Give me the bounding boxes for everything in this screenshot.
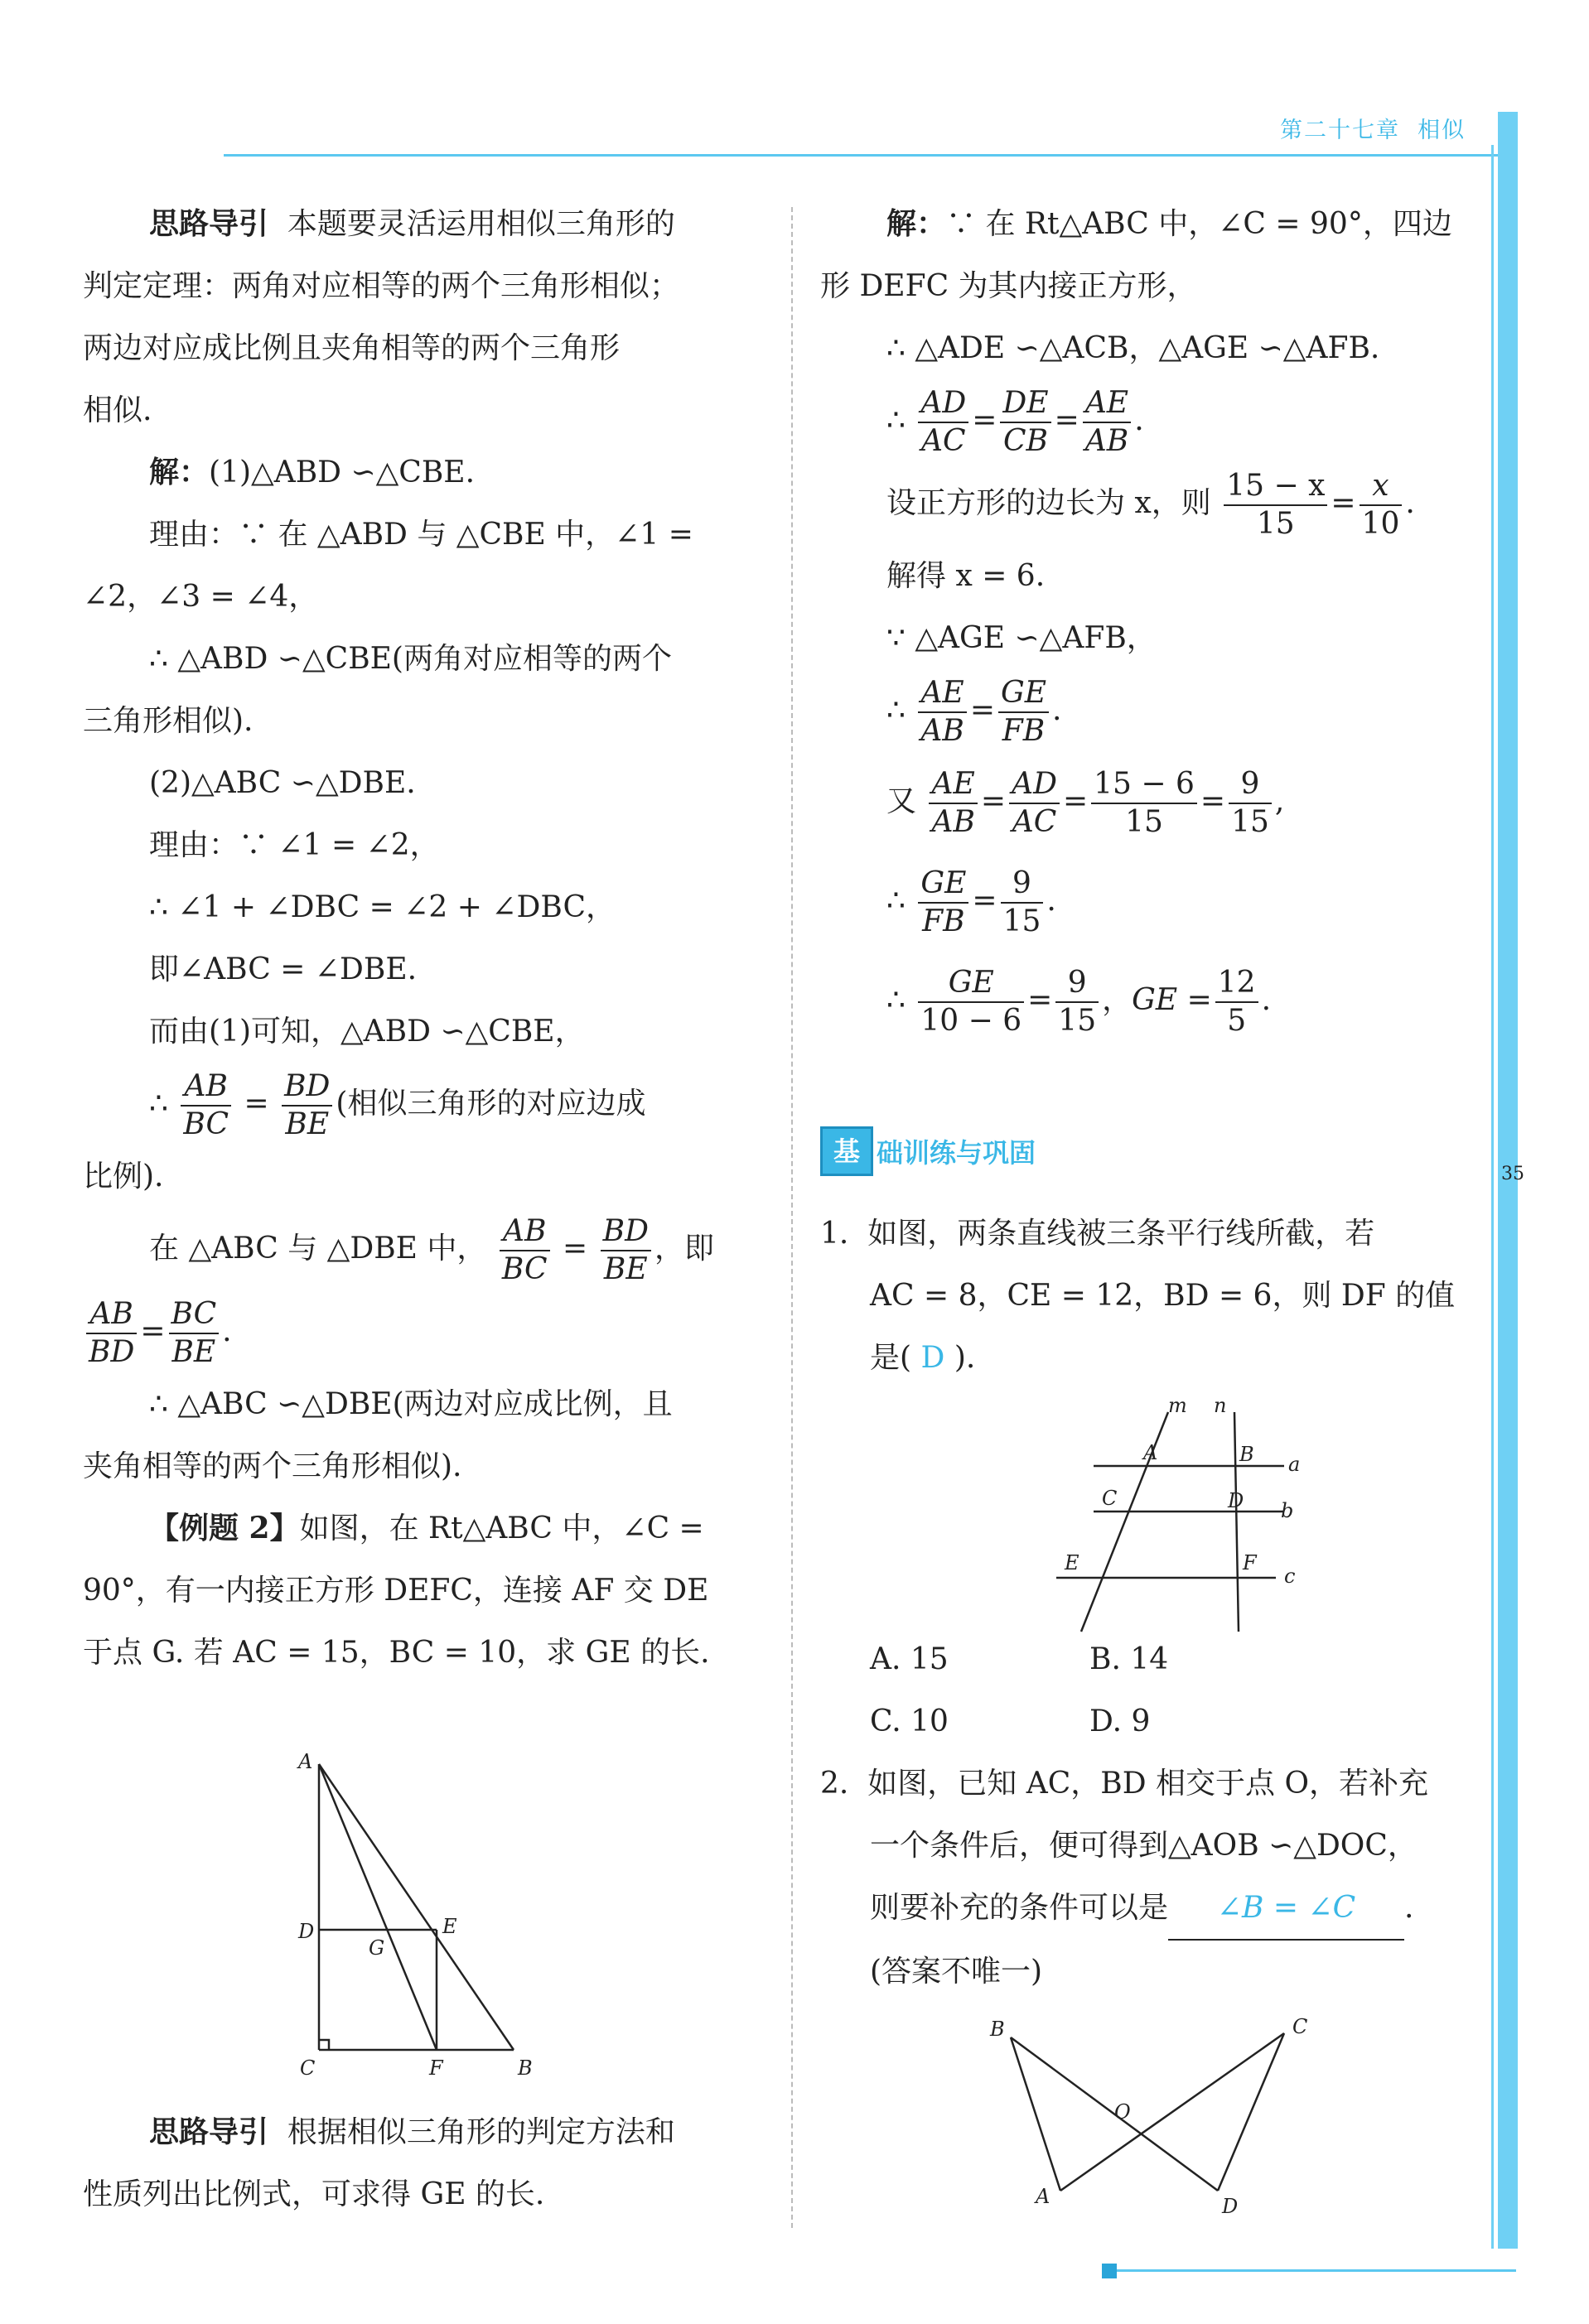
fraction	[1360, 468, 1403, 542]
solution-line: ∠2，∠3 = ∠4，	[83, 580, 319, 614]
numerator: 15 − 6	[1091, 766, 1197, 804]
chapter-label: 第二十七章	[1280, 118, 1400, 143]
solution-line: 形 DEFC 为其内接正方形，	[820, 269, 1197, 303]
answer-blank[interactable]: ∠B = ∠C	[1168, 1877, 1404, 1941]
example-line: 如图，在 Rt△ABC 中，∠C =	[299, 1512, 704, 1545]
fraction	[601, 1213, 651, 1288]
label-b-line: b	[1281, 1499, 1294, 1522]
fraction	[1091, 766, 1197, 841]
numerator: AE	[929, 766, 977, 804]
options-row	[870, 1690, 1450, 1753]
hint-2-line: 性质列出比例式，可求得 GE 的长.	[83, 2177, 545, 2211]
example-line: 90°，有一内接正方形 DEFC，连接 AF 交 DE	[83, 1574, 709, 1608]
hint-1-line: 相似.	[83, 393, 152, 427]
left-column	[83, 193, 754, 1684]
solution-line: (1)△ABD ∽△CBE.	[209, 456, 476, 489]
chapter-header	[1280, 112, 1466, 144]
denominator: 15	[1125, 805, 1163, 839]
label-c: C	[1292, 2015, 1308, 2038]
denominator: 10 − 6	[920, 1004, 1022, 1038]
solution-part-1	[83, 441, 754, 504]
section-title-group	[820, 1126, 1036, 1176]
footer-square	[1102, 2264, 1117, 2278]
label-a: A	[1036, 2185, 1050, 2208]
solution-line: 理由：∵ 在 △ABD 与 △CBE 中，∠1 =	[149, 518, 693, 552]
label-b: B	[518, 2056, 533, 2080]
denominator: BE	[603, 1252, 648, 1286]
fraction	[918, 865, 968, 940]
numerator: AB	[500, 1213, 550, 1251]
denominator: AC	[921, 424, 966, 458]
segment-ba	[1011, 2037, 1060, 2191]
label-m: m	[1168, 1394, 1187, 1417]
numerator: AE	[1083, 385, 1131, 423]
fraction	[1229, 766, 1272, 841]
numerator: 9	[1229, 766, 1272, 804]
numerator: 9	[1001, 865, 1044, 904]
example-label: 【例题 2】	[149, 1511, 300, 1545]
column-divider	[791, 207, 793, 2228]
proportion-line: $\frac{AB}{BD}$ = $\frac{BC}{BE}$ .	[83, 1290, 754, 1373]
section-title: 础训练与巩固	[877, 1137, 1036, 1169]
numerator: AB	[181, 1068, 231, 1107]
label-e: E	[442, 1915, 457, 1938]
solution-line: ∴ △ABC ∽△DBE(两边对应成比例，且	[149, 1387, 673, 1421]
question-line: AC = 8，CE = 12，BD = 6，则 DF 的值	[870, 1279, 1456, 1313]
fraction	[929, 766, 977, 841]
hint-2	[83, 2101, 754, 2225]
proportion-line: ∴ $\frac{GE}{10 - 6}$ = $\frac{9}{15}$ ，GE = $\frac{12}{5}$ .	[886, 966, 1272, 1038]
solution-label: 解：	[886, 206, 947, 241]
solution-line: 三角形相似).	[83, 704, 254, 738]
numerator: AD	[918, 385, 968, 423]
question-text: ).	[954, 1341, 976, 1375]
right-column	[820, 193, 1483, 1050]
fraction	[1083, 385, 1131, 460]
proportion-line: 设正方形的边长为 x，则 $\frac{15 - x}{15}$ = $\frac{x}{10}$ .	[886, 469, 1415, 541]
question-text: 如图，两条直线被三条平行线所截，若	[867, 1217, 1375, 1251]
denominator: FB	[922, 904, 965, 938]
denominator: CB	[1002, 424, 1048, 458]
denominator: AB	[931, 805, 975, 839]
numerator: 9	[1055, 965, 1099, 1003]
label-d-point: D	[1228, 1489, 1244, 1512]
parallel-lines-figure	[1044, 1391, 1326, 1640]
question-line	[820, 1877, 1483, 1941]
page-number: 35	[1501, 1164, 1524, 1184]
therefore: ∴	[149, 1087, 168, 1121]
solution-line: 即∠ABC = ∠DBE.	[149, 952, 418, 986]
denominator: 15	[1231, 805, 1269, 839]
fraction	[181, 1068, 231, 1143]
proportion-line: 又 $\frac{AE}{AB}$ = $\frac{AD}{AC}$ = $\frac{15 - 6}{15}$ = $\frac{9}{15}$ ,	[886, 767, 1285, 839]
solution-part-2: (2)△ABC ∽△DBE.	[149, 766, 416, 800]
label-a-point: A	[1143, 1441, 1158, 1464]
fraction	[1009, 766, 1060, 841]
statement: 在 △ABC 与 △DBE 中，	[149, 1232, 487, 1266]
label-f: F	[429, 2056, 443, 2080]
options-row	[870, 1628, 1450, 1690]
question-line: (答案不唯一)	[870, 1955, 1043, 1989]
hint-2-text: 根据相似三角形的判定方法和	[287, 2115, 675, 2149]
proportion-reason: (相似三角形的对应边成	[336, 1087, 646, 1121]
denominator: AB	[920, 714, 964, 748]
fraction	[1001, 865, 1044, 940]
question-text: .	[1404, 1891, 1414, 1925]
numerator: 12	[1215, 965, 1258, 1003]
proportion-line: ∴ $\frac{AB}{BC}$ = $\frac{BD}{BE}$ (相似三角形的对应边成	[149, 1069, 646, 1141]
solution-line: 比例).	[83, 1160, 164, 1193]
question-number: 1.	[820, 1217, 849, 1251]
numerator: GE	[998, 675, 1049, 713]
label-d: D	[1222, 2195, 1239, 2218]
ge-label: GE	[1132, 983, 1178, 1017]
numerator: AD	[1009, 766, 1060, 804]
denominator: BC	[501, 1252, 548, 1286]
label-c-line: c	[1284, 1565, 1296, 1588]
hint-2-line	[83, 2101, 754, 2163]
hint-1-line: 两边对应成比例且夹角相等的两个三角形	[83, 331, 621, 365]
statement: 又	[886, 784, 917, 818]
right-solution	[820, 193, 1483, 255]
question-line	[820, 1203, 1483, 1265]
numerator: AB	[86, 1296, 137, 1334]
crossing-triangles-figure	[978, 2004, 1326, 2220]
question-number: 2.	[820, 1767, 849, 1801]
proportion-line: ∴ $\frac{GE}{FB}$ = $\frac{9}{15}$ .	[886, 866, 1056, 938]
hint-1-line: 本题要灵活运用相似三角形的	[287, 207, 675, 241]
numerator: x	[1360, 468, 1403, 506]
question-line	[820, 1753, 1483, 1815]
question-line	[820, 1327, 1483, 1389]
denominator: 10	[1361, 507, 1400, 541]
fraction	[1000, 385, 1050, 460]
line-n	[1234, 1412, 1239, 1632]
numerator: GE	[918, 965, 1024, 1003]
solution-line: 夹角相等的两个三角形相似).	[83, 1449, 462, 1483]
proportion-line: ∴ $\frac{AD}{AC}$ = $\frac{DE}{CB}$ = $\frac{AE}{AB}$ .	[886, 386, 1144, 458]
denominator: 15	[1058, 1004, 1097, 1038]
label-b: B	[990, 2018, 1005, 2041]
header-rule	[224, 154, 1512, 157]
label-a-line: a	[1288, 1453, 1301, 1476]
right-angle-mark	[319, 2040, 329, 2050]
denominator: AB	[1084, 424, 1129, 458]
numerator: BD	[601, 1213, 651, 1251]
fraction	[1055, 965, 1099, 1039]
label-a: A	[298, 1750, 313, 1773]
fraction	[918, 675, 966, 750]
numerator: GE	[918, 865, 968, 904]
footer-rule	[1110, 2269, 1516, 2272]
label-c: C	[300, 2056, 316, 2080]
numerator: AE	[918, 675, 966, 713]
option-d[interactable]: D. 9	[1089, 1704, 1151, 1738]
example-line: 于点 G. 若 AC = 15，BC = 10，求 GE 的长.	[83, 1636, 710, 1670]
hint-1-label: 思路导引	[149, 206, 269, 241]
answer-choice: D	[920, 1341, 945, 1375]
proportion-line: ∴ $\frac{AE}{AB}$ = $\frac{GE}{FB}$ .	[886, 676, 1062, 748]
fraction	[169, 1296, 220, 1371]
question-1	[820, 1203, 1483, 1389]
solution-label: 解：	[149, 455, 210, 489]
fraction	[282, 1068, 332, 1143]
hint-1-line: 判定定理：两角对应相等的两个三角形相似；	[83, 269, 680, 303]
fraction	[1215, 965, 1258, 1039]
solution-line: ∴ ∠1 + ∠DBC = ∠2 + ∠DBC，	[149, 890, 616, 924]
label-d: D	[298, 1920, 315, 1943]
section-badge: 基	[820, 1126, 873, 1176]
fraction	[918, 965, 1024, 1039]
solution-line: ∴ △ADE ∽△ACB，△AGE ∽△AFB.	[886, 331, 1380, 365]
solution-line: 解得 x = 6.	[886, 559, 1046, 593]
segment-af	[319, 1764, 437, 2050]
solution-line: ∵ △AGE ∽△AFB，	[886, 621, 1157, 655]
hint-1	[83, 193, 754, 255]
label-e-point: E	[1065, 1551, 1079, 1574]
denominator: AC	[1012, 805, 1057, 839]
solution-line: 而由(1)可知，△ABD ∽△CBE，	[149, 1015, 585, 1049]
question-text: 是(	[870, 1341, 912, 1375]
chapter-title: 相似	[1418, 118, 1466, 143]
option-a[interactable]: A. 15	[870, 1642, 949, 1676]
solution-line: ∵ 在 Rt△ABC 中，∠C = 90°，四边	[946, 207, 1452, 241]
label-o: O	[1114, 2100, 1131, 2124]
label-n: n	[1214, 1394, 1227, 1417]
denominator: FB	[1002, 714, 1046, 748]
solution-line: 理由：∵ ∠1 = ∠2，	[149, 828, 440, 862]
section-heading	[820, 1126, 1036, 1176]
denominator: 15	[1256, 507, 1295, 541]
numerator: BD	[282, 1068, 332, 1107]
fraction	[86, 1296, 137, 1371]
fraction	[998, 675, 1049, 750]
denominator: BE	[285, 1107, 330, 1141]
label-c-point: C	[1102, 1487, 1118, 1510]
question-line: 一个条件后，便可得到△AOB ∽△DOC，	[870, 1829, 1418, 1863]
numerator: DE	[1000, 385, 1050, 423]
statement: 设正方形的边长为 x，则	[886, 486, 1211, 520]
solution-line: ∴ △ABD ∽△CBE(两角对应相等的两个	[149, 642, 672, 676]
triangle-square-figure	[282, 1739, 547, 2095]
numerator: 15 − x	[1224, 468, 1327, 506]
question-text: 如图，已知 AC，BD 相交于点 O，若补充	[867, 1767, 1428, 1801]
side-ab	[319, 1764, 514, 2050]
question-2	[820, 1753, 1483, 2003]
option-b[interactable]: B. 14	[1089, 1642, 1169, 1676]
denominator: BD	[89, 1335, 135, 1369]
option-c[interactable]: C. 10	[870, 1704, 949, 1738]
period: .	[222, 1314, 232, 1348]
label-f-point: F	[1243, 1551, 1257, 1574]
right-margin-line	[1491, 145, 1494, 2249]
proportion-line: 在 △ABC 与 △DBE 中， $\frac{AB}{BC}$ = $\frac{BD}{BE}$ ，即	[149, 1214, 714, 1286]
denominator: BC	[183, 1107, 229, 1141]
denominator: 5	[1227, 1004, 1247, 1038]
statement: ，即	[654, 1232, 714, 1266]
denominator: BE	[171, 1335, 216, 1369]
label-b-point: B	[1239, 1443, 1254, 1466]
label-g: G	[369, 1936, 385, 1960]
question-1-options	[870, 1628, 1450, 1753]
numerator: BC	[169, 1296, 220, 1334]
fraction	[500, 1213, 550, 1288]
fraction	[918, 385, 968, 460]
fraction	[1224, 468, 1327, 542]
example-2	[83, 1497, 754, 1560]
denominator: 15	[1002, 904, 1041, 938]
question-text: 则要补充的条件可以是	[870, 1891, 1169, 1925]
hint-2-label: 思路导引	[149, 2114, 269, 2149]
